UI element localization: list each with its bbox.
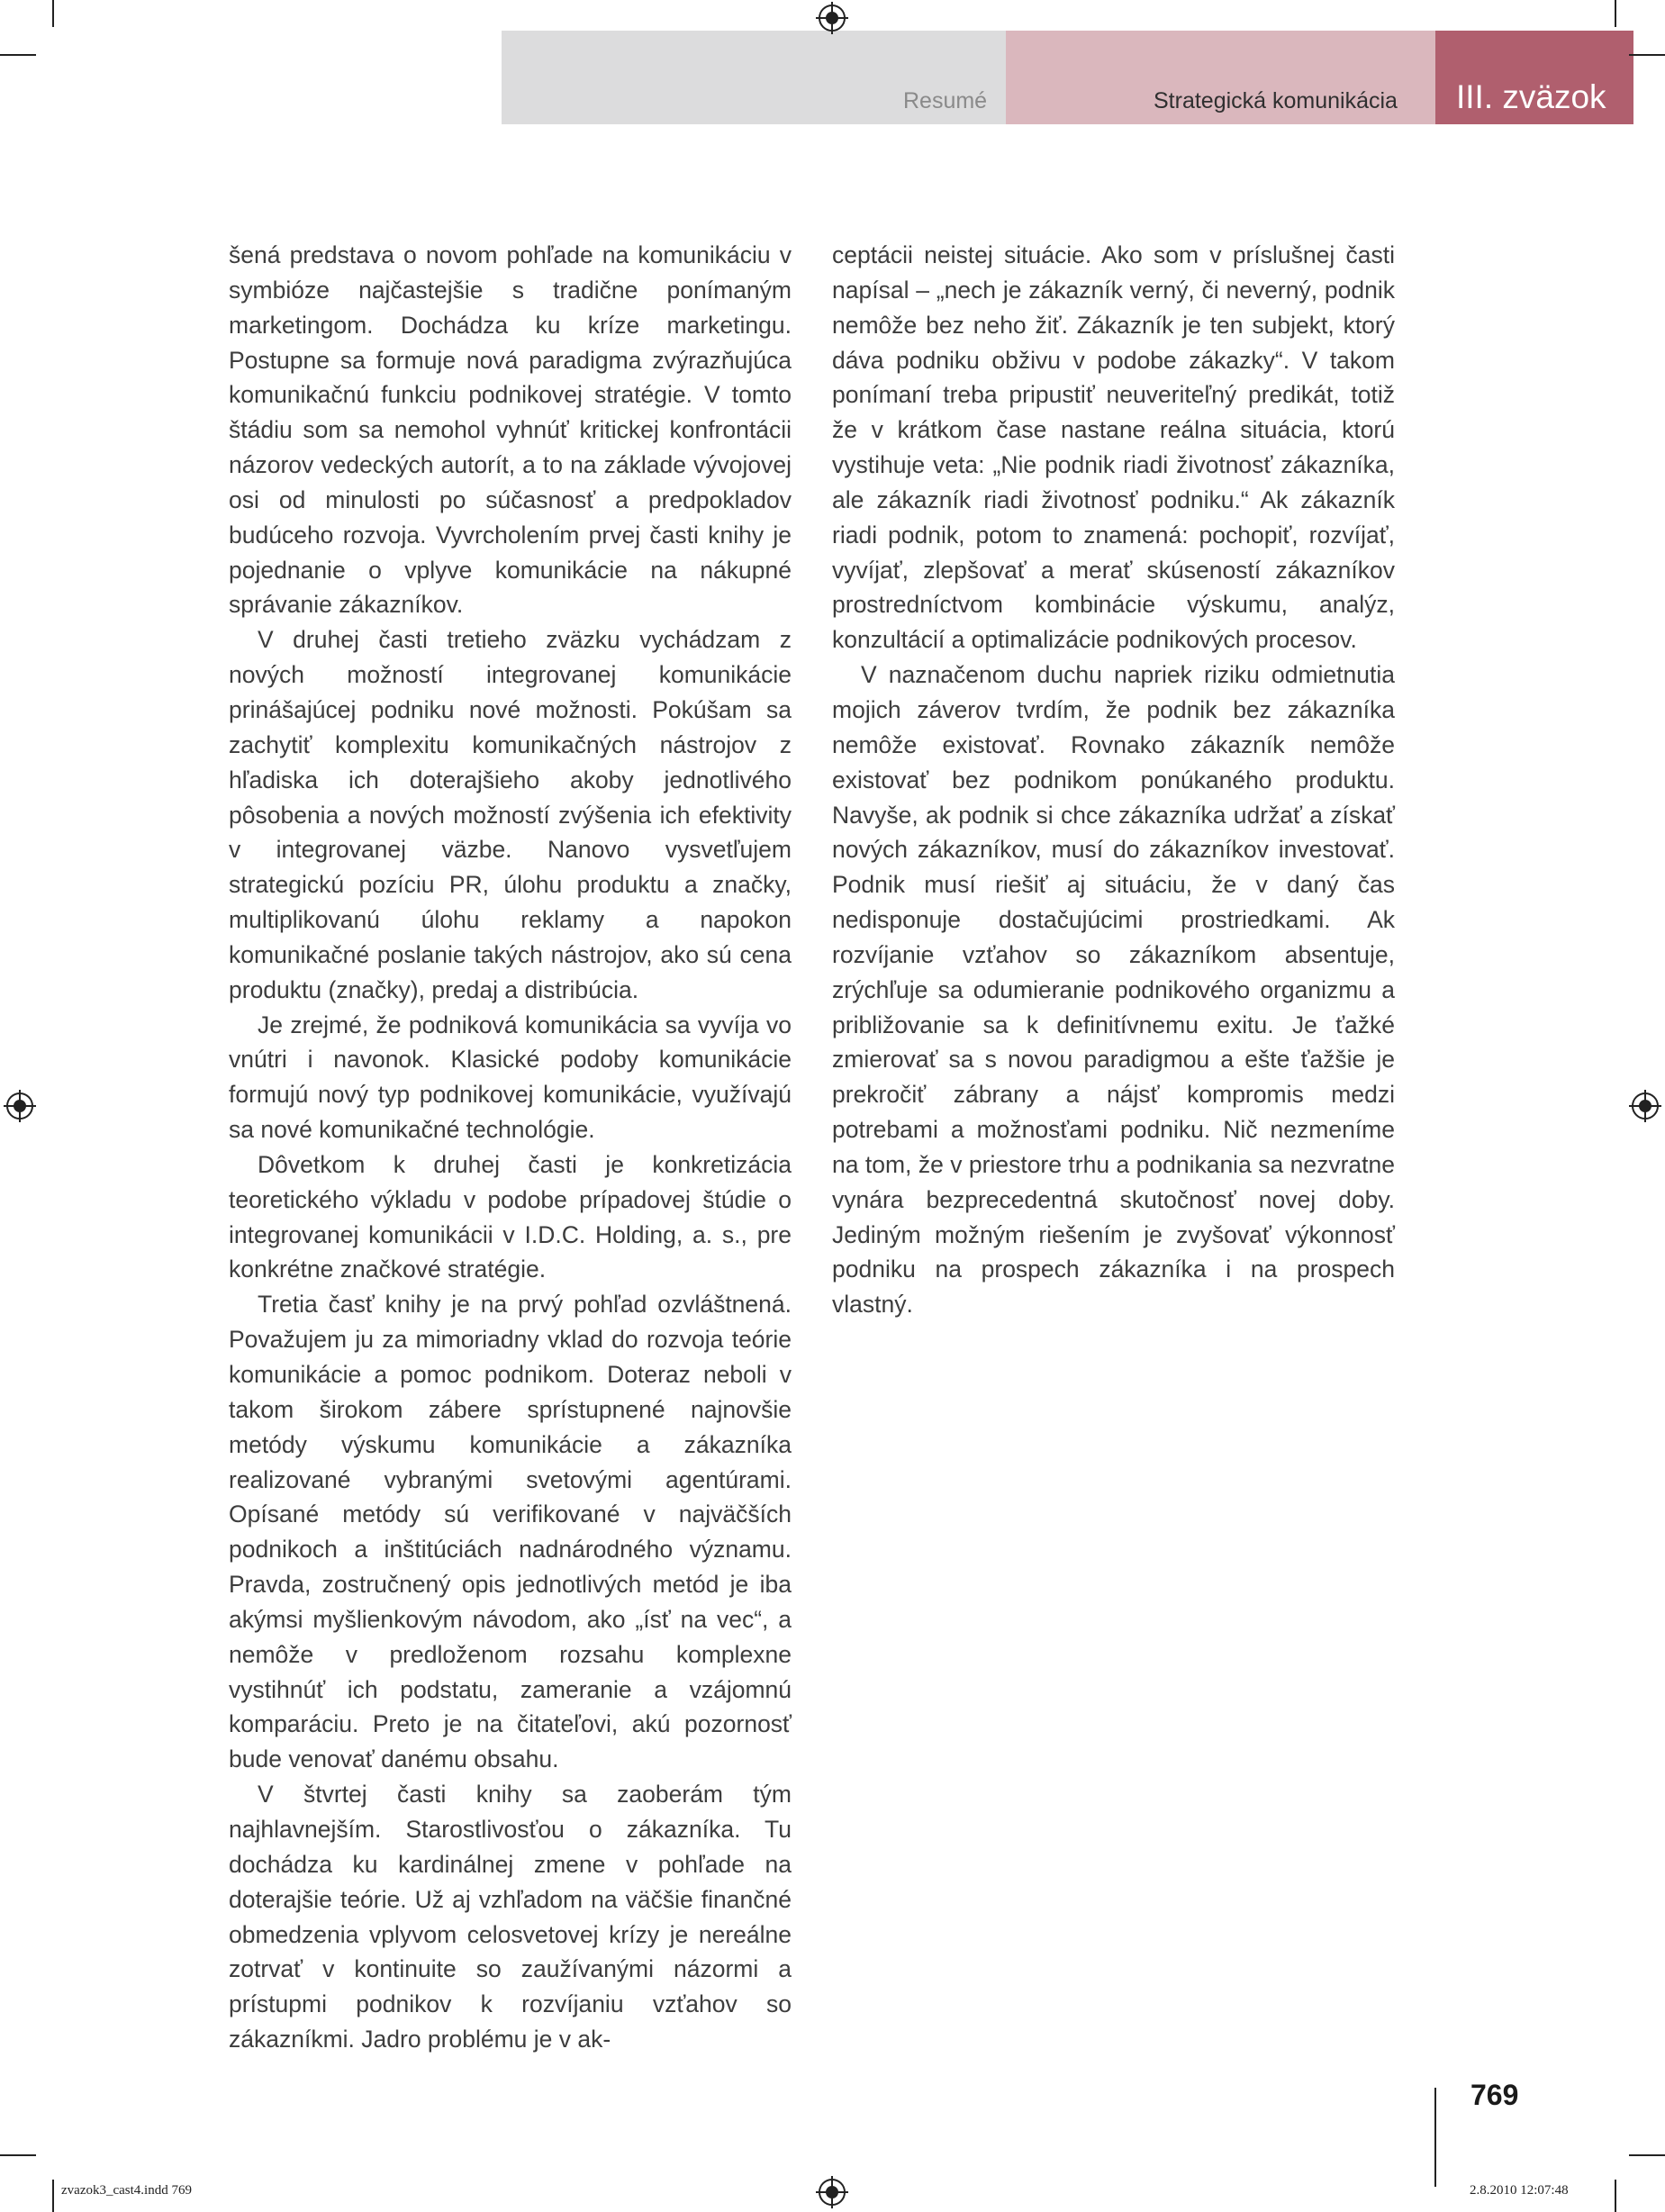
paragraph: Dôvetkom k druhej časti je konkretizácia teoretického výkladu v podobe prípadovej štúdie o integrovanej komunikácii v I.D.C. Holding, a. s., pre konkrétne značkové stratégie. bbox=[229, 1150, 792, 1283]
crop-mark-icon bbox=[1615, 0, 1616, 27]
header-section-label: Resumé bbox=[903, 88, 988, 113]
crop-mark-icon bbox=[52, 2180, 54, 2212]
crop-mark-icon bbox=[1629, 2154, 1665, 2156]
registration-mark-icon bbox=[816, 2176, 848, 2208]
paragraph: V druhej časti tretieho zväzku vychádzam z nových možností integrovanej komunikácie prinášajúcej podniku nové možnosti. Pokúšam sa zachytiť komplexitu komunikačných nástrojov z hľadiska ich doterajšieho akoby jednotlivého pôsobenia a nových možností zvýšenia ich efektivity v integrovanej väzbe. Nanovo vysvetľujem strategickú pozíciu PR, úlohu produktu a značky, multiplikovanú úlohu reklamy a napokon komunikačné poslanie takých nástrojov, ako sú cena produktu (značky), predaj a distribúcia. bbox=[229, 626, 792, 1003]
crop-mark-icon bbox=[1434, 2088, 1436, 2187]
body-column-right bbox=[832, 238, 1395, 1322]
crop-mark-icon bbox=[1615, 2180, 1616, 2212]
paragraph: ceptácii neistej situácie. Ako som v príslušnej časti napísal – „nech je zákazník verný, či neverný, podnik nemôže bez neho žiť. Zákazník je ten subjekt, ktorý dáva podniku obživu v podobe zákazky“. V takom ponímaní treba pripustiť neuveriteľný predikát, totiž že v krátkom čase nastane reálna situácia, ktorú vystihuje veta: „Nie podnik riadi životnosť zákazníka, ale zákazník riadi životnosť podniku.“ Ak zákazník riadi podnik, potom to znamená: pochopiť, rozvíjať, vyvíjať, zlepšovať a merať skúseností zákazníkov prostredníctvom kombinácie výskumu, analýz, konzultácií a optimalizácie podnikových procesov. bbox=[832, 241, 1395, 654]
paragraph: Tretia časť knihy je na prvý pohľad ozvláštnená. Považujem ju za mimoriadny vklad do rozvoja teórie komunikácie a pomoc podnikom. Doteraz neboli v takom širokom zábere sprístupnené najnovšie metódy výskumu komunikácie a zákazníka realizované vybranými svetovými agentúrami. Opísané metódy sú verifikované v najväčších podnikoch a inštitúciách nadnárodného významu. Pravda, zostručnený opis jednotlivých metód je iba akýmsi myšlienkovým návodom, ako „ísť na vec“, a nemôže v predloženom rozsahu komplexne vystihnúť ich podstatu, zameranie a vzájomnú komparáciu. Preto je na čitateľovi, akú pozornosť bude venovať danému obsahu. bbox=[229, 1291, 792, 1773]
body-column-left bbox=[229, 238, 792, 2057]
paragraph: V naznačenom duchu napriek riziku odmietnutia mojich záverov tvrdím, že podnik bez zákazníka nemôže existovať. Rovnako zákazník nemôže existovať bez podnikom ponúkaného produktu. Navyše, ak podnik si chce zákazníka udržať a získať nových zákazníkov, musí do zákazníkov investovať. Podnik musí riešiť aj situáciu, že v daný čas nedisponuje dostačujúcimi prostriedkami. Ak rozvíjanie vzťahov so zákazníkom absentuje, zrýchľuje sa odumieranie podnikového organizmu a približovanie sa k definitívnemu exitu. Je ťažké zmierovať sa s novou paradigmou a ešte ťažšie je prekročiť zábrany a nájsť kompromis medzi potrebami a možnosťami podniku. Nič nezmeníme na tom, že v priestore trhu a podnikania sa nezvratne vynára bezprecedentná skutočnosť novej doby. Jediným možným riešením je zvyšovať výkonnosť podniku na prospech zákazníka i na prospech vlastný. bbox=[832, 661, 1395, 1319]
crop-mark-icon bbox=[0, 2154, 36, 2156]
registration-mark-icon bbox=[1629, 1090, 1661, 1122]
page-number: 769 bbox=[1470, 2079, 1519, 2111]
slug-filename: zvazok3_cast4.indd 769 bbox=[61, 2183, 192, 2198]
crop-mark-icon bbox=[52, 0, 54, 27]
header-volume-label: III. zväzok bbox=[1456, 78, 1606, 115]
paragraph: Je zrejmé, že podniková komunikácia sa vyvíja vo vnútri i navonok. Klasické podoby komunikácie formujú nový typ podnikovej komunikácie, využívajú sa nové komunikačné technológie. bbox=[229, 1011, 792, 1144]
crop-mark-icon bbox=[0, 54, 36, 56]
paragraph: V štvrtej časti knihy sa zaoberám tým najhlavnejším. Starostlivosťou o zákazníka. Tu dochádza ku kardinálnej zmene v pohľade na doterajšie teórie. Už aj vzhľadom na väčšie finančné obmedzenia vplyvom celosvetovej krízy je nereálne zotrvať v kontinuite so zaužívanými názormi a prístupmi podnikov k rozvíjaniu vzťahov so zákazníkmi. Jadro problému je v ak- bbox=[229, 1781, 792, 2053]
header-chapter-label: Strategická komunikácia bbox=[1154, 88, 1398, 113]
slug-timestamp: 2.8.2010 12:07:48 bbox=[1470, 2183, 1569, 2198]
crop-mark-icon bbox=[1629, 54, 1665, 56]
registration-mark-icon bbox=[816, 2, 848, 34]
registration-mark-icon bbox=[4, 1090, 36, 1122]
paragraph: šená predstava o novom pohľade na komunikáciu v symbióze najčastejšie s tradične ponímaným marketingom. Dochádza ku kríze marketingu. Postupne sa formuje nová paradigma zvýrazňujúca komunikačnú funkciu podnikovej stratégie. V tomto štádiu som sa nemohol vyhnúť kritickej konfrontácii názorov vedeckých autorít, a to na základe vývojovej osi od minulosti po súčasnosť a predpokladov budúceho rozvoja. Vyvrcholením prvej časti knihy je pojednanie o vplyve komunikácie na nákupné správanie zákazníkov. bbox=[229, 241, 792, 619]
